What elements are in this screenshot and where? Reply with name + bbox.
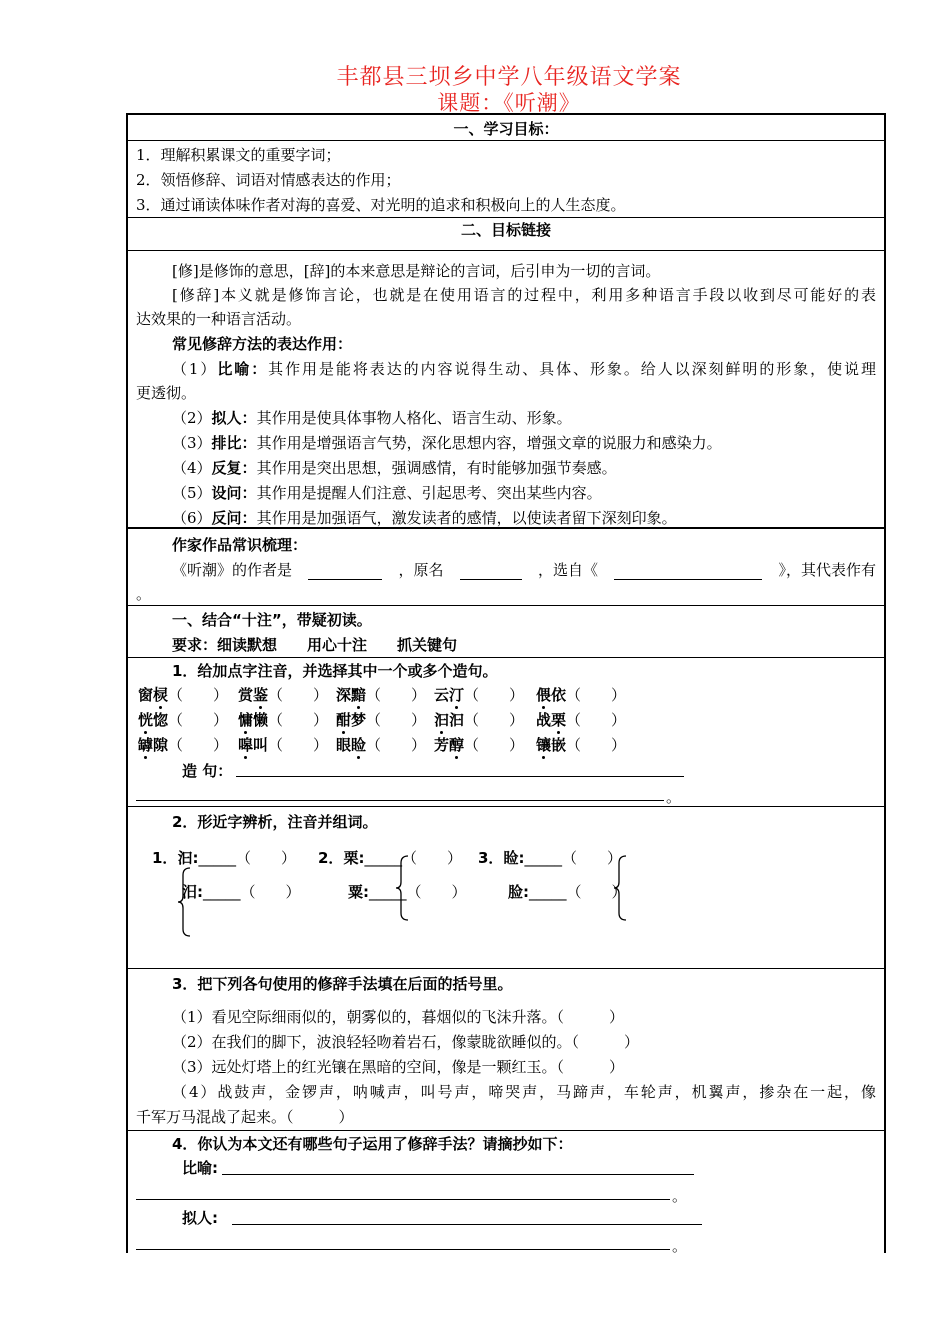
rhetoric-item: （6）反问：其作用是加强语气，激发读者的感情，以使读者留下深刻印象。	[172, 509, 677, 527]
personification-line[interactable]	[232, 1208, 702, 1225]
link-heading: 二、目标链接	[460, 221, 551, 239]
pinyin-answer-paren[interactable]: （ ）	[268, 686, 329, 704]
pinyin-answer-paren[interactable]: （ ）	[168, 686, 229, 704]
pinyin-paren[interactable]: （ ）	[566, 883, 627, 901]
pinyin-item: 深黯（ ）	[336, 686, 427, 704]
rhetoric-item-cont: 更透彻。	[136, 384, 197, 402]
goal-item: 2．领悟修辞、词语对情感表达的作用；	[136, 171, 401, 189]
pinyin-paren[interactable]: （ ）	[406, 883, 467, 901]
q3-item: （2）在我们的脚下，波浪轻轻吻着岩石，像蒙眬欲睡似的。（ ）	[172, 1033, 640, 1051]
rhetoric-item: （2）拟人：其作用是使具体事物人格化、语言生动、形象。	[172, 409, 572, 427]
metaphor-label: 比喻:	[182, 1159, 218, 1177]
similar-char-bottom: 粟:_____（ ）	[348, 883, 467, 901]
pinyin-answer-paren[interactable]: （ ）	[366, 686, 427, 704]
rhetoric-heading: 常见修辞方法的表达作用：	[172, 335, 353, 353]
brace-mark	[394, 855, 410, 921]
word-blank[interactable]: _____	[369, 883, 407, 901]
q4-heading: 4．你认为本文还有哪些句子运用了修辞手法？请摘抄如下：	[172, 1135, 573, 1153]
word-blank[interactable]: _____	[198, 849, 236, 867]
metaphor-end: 。	[672, 1187, 688, 1205]
pinyin-answer-paren[interactable]: （ ）	[566, 736, 627, 754]
pinyin-item: 镶嵌（ ）	[536, 736, 627, 754]
pinyin-answer-paren[interactable]: （ ）	[268, 711, 329, 729]
metaphor-line[interactable]	[136, 1183, 670, 1200]
q3-item: （3）远处灯塔上的红光镶在黑暗的空间，像是一颗红玉。（ ）	[172, 1058, 625, 1076]
q3-item: （1）看见空际细雨似的，朝雾似的，暮烟似的飞沫升落。（ ）	[172, 1008, 625, 1026]
lesson-title: 课题：《听潮》	[437, 91, 581, 115]
pinyin-item: 汩汩（ ）	[434, 711, 525, 729]
sentence-line[interactable]	[236, 760, 684, 777]
pinyin-paren[interactable]: （ ）	[240, 883, 301, 901]
pinyin-item: 罅隙（ ）	[138, 736, 229, 754]
sentence-line[interactable]	[136, 784, 664, 801]
pinyin-answer-paren[interactable]: （ ）	[168, 736, 229, 754]
pinyin-answer-paren[interactable]: （ ）	[366, 711, 427, 729]
similar-char-top: 2．栗:_____（ ）	[318, 849, 462, 867]
q3-item-cont: 千军万马混战了起来。（ ）	[136, 1108, 354, 1126]
goal-item: 1．理解积累课文的重要字词；	[136, 146, 341, 164]
pinyin-paren[interactable]: （ ）	[235, 849, 296, 867]
personification-label: 拟人:	[182, 1209, 218, 1227]
brace-mark	[612, 855, 628, 921]
pinyin-item: 战栗（ ）	[536, 711, 627, 729]
rhetoric-item: （5）设问：其作用是提醒人们注意、引起思考、突出某些内容。	[172, 484, 602, 502]
goals-heading: 一、学习目标：	[453, 120, 559, 138]
word-blank[interactable]: _____	[529, 883, 567, 901]
author-end: 。	[136, 585, 152, 603]
author-blank[interactable]	[308, 563, 382, 580]
sentence-end: 。	[666, 788, 682, 806]
pinyin-answer-paren[interactable]: （ ）	[168, 711, 229, 729]
pinyin-answer-paren[interactable]: （ ）	[464, 711, 525, 729]
q1-heading: 1．给加点字注音，并选择其中一个或多个造句。	[172, 662, 498, 680]
pinyin-item: 窗棂（ ）	[138, 686, 229, 704]
pinyin-answer-paren[interactable]: （ ）	[268, 736, 329, 754]
pinyin-item: 偎依（ ）	[536, 686, 627, 704]
pinyin-item: 赏鉴（ ）	[238, 686, 329, 704]
rhetoric-item: （1）比喻：其作用是能将表达的内容说得生动、具体、形象。给人以深刻鲜明的形象，使说理	[172, 360, 876, 378]
sentence-label: 造 句：	[182, 762, 233, 780]
school-title: 丰都县三坝乡中学八年级语文学案	[336, 65, 682, 90]
link-paragraph: [修辞]本义就是修饰言论，也就是在使用语言的过程中，利用多种语言手段以收到尽可能好的表	[172, 286, 876, 304]
pinyin-item: 酣梦（ ）	[336, 711, 427, 729]
read-requirements: 要求：细读默想 用心十注 抓关键句	[172, 636, 458, 654]
q2-heading: 2．形近字辨析，注音并组词。	[172, 813, 378, 831]
pinyin-answer-paren[interactable]: （ ）	[464, 736, 525, 754]
link-paragraph: [修]是修饰的意思，[辞]的本来意思是辩论的言词，后引申为一切的言词。	[172, 262, 661, 280]
similar-char-top: 3．睑:_____（ ）	[478, 849, 622, 867]
personification-line[interactable]	[136, 1233, 670, 1250]
personification-end: 。	[672, 1237, 688, 1255]
similar-char-bottom: 汨:_____（ ）	[182, 883, 301, 901]
pinyin-item: 眼睑（ ）	[336, 736, 427, 754]
author-heading: 作家作品常识梳理：	[172, 536, 308, 554]
pinyin-paren[interactable]: （ ）	[401, 849, 462, 867]
source-blank[interactable]	[614, 563, 762, 580]
worksheet-table	[126, 113, 886, 1253]
pinyin-answer-paren[interactable]: （ ）	[566, 711, 627, 729]
pinyin-item: 芳醇（ ）	[434, 736, 525, 754]
author-question: 《听潮》的作者是 ，原名 ，选自《 》，其代表作有	[172, 561, 876, 579]
word-blank[interactable]: _____	[364, 849, 402, 867]
pinyin-paren[interactable]: （ ）	[561, 849, 622, 867]
rhetoric-item: （3）排比：其作用是增强语言气势，深化思想内容，增强文章的说服力和感染力。	[172, 434, 722, 452]
pinyin-answer-paren[interactable]: （ ）	[366, 736, 427, 754]
q3-heading: 3．把下列各句使用的修辞手法填在后面的括号里。	[172, 975, 513, 993]
q3-item: （4）战鼓声，金锣声，呐喊声，叫号声，啼哭声，马蹄声，车轮声，机翼声，掺杂在一起，像	[172, 1083, 876, 1101]
pinyin-item: 嗥叫（ ）	[238, 736, 329, 754]
word-blank[interactable]: _____	[203, 883, 241, 901]
brace-mark	[176, 867, 192, 937]
word-blank[interactable]: _____	[524, 849, 562, 867]
similar-char-bottom: 脸:_____（ ）	[508, 883, 627, 901]
similar-char-top: 1．汩:_____（ ）	[152, 849, 296, 867]
pinyin-item: 慵懒（ ）	[238, 711, 329, 729]
metaphor-line[interactable]	[222, 1158, 694, 1175]
pinyin-answer-paren[interactable]: （ ）	[566, 686, 627, 704]
link-paragraph: 达效果的一种语言活动。	[136, 310, 302, 328]
read-heading: 一、结合“十注”，带疑初读。	[172, 611, 372, 629]
pinyin-item: 恍惚（ ）	[138, 711, 229, 729]
rhetoric-item: （4）反复：其作用是突出思想，强调感情，有时能够加强节奏感。	[172, 459, 617, 477]
goal-item: 3．通过诵读体味作者对海的喜爱、对光明的追求和积极向上的人生态度。	[136, 196, 626, 214]
original-name-blank[interactable]	[460, 563, 522, 580]
pinyin-item: 云汀（ ）	[434, 686, 525, 704]
pinyin-answer-paren[interactable]: （ ）	[464, 686, 525, 704]
